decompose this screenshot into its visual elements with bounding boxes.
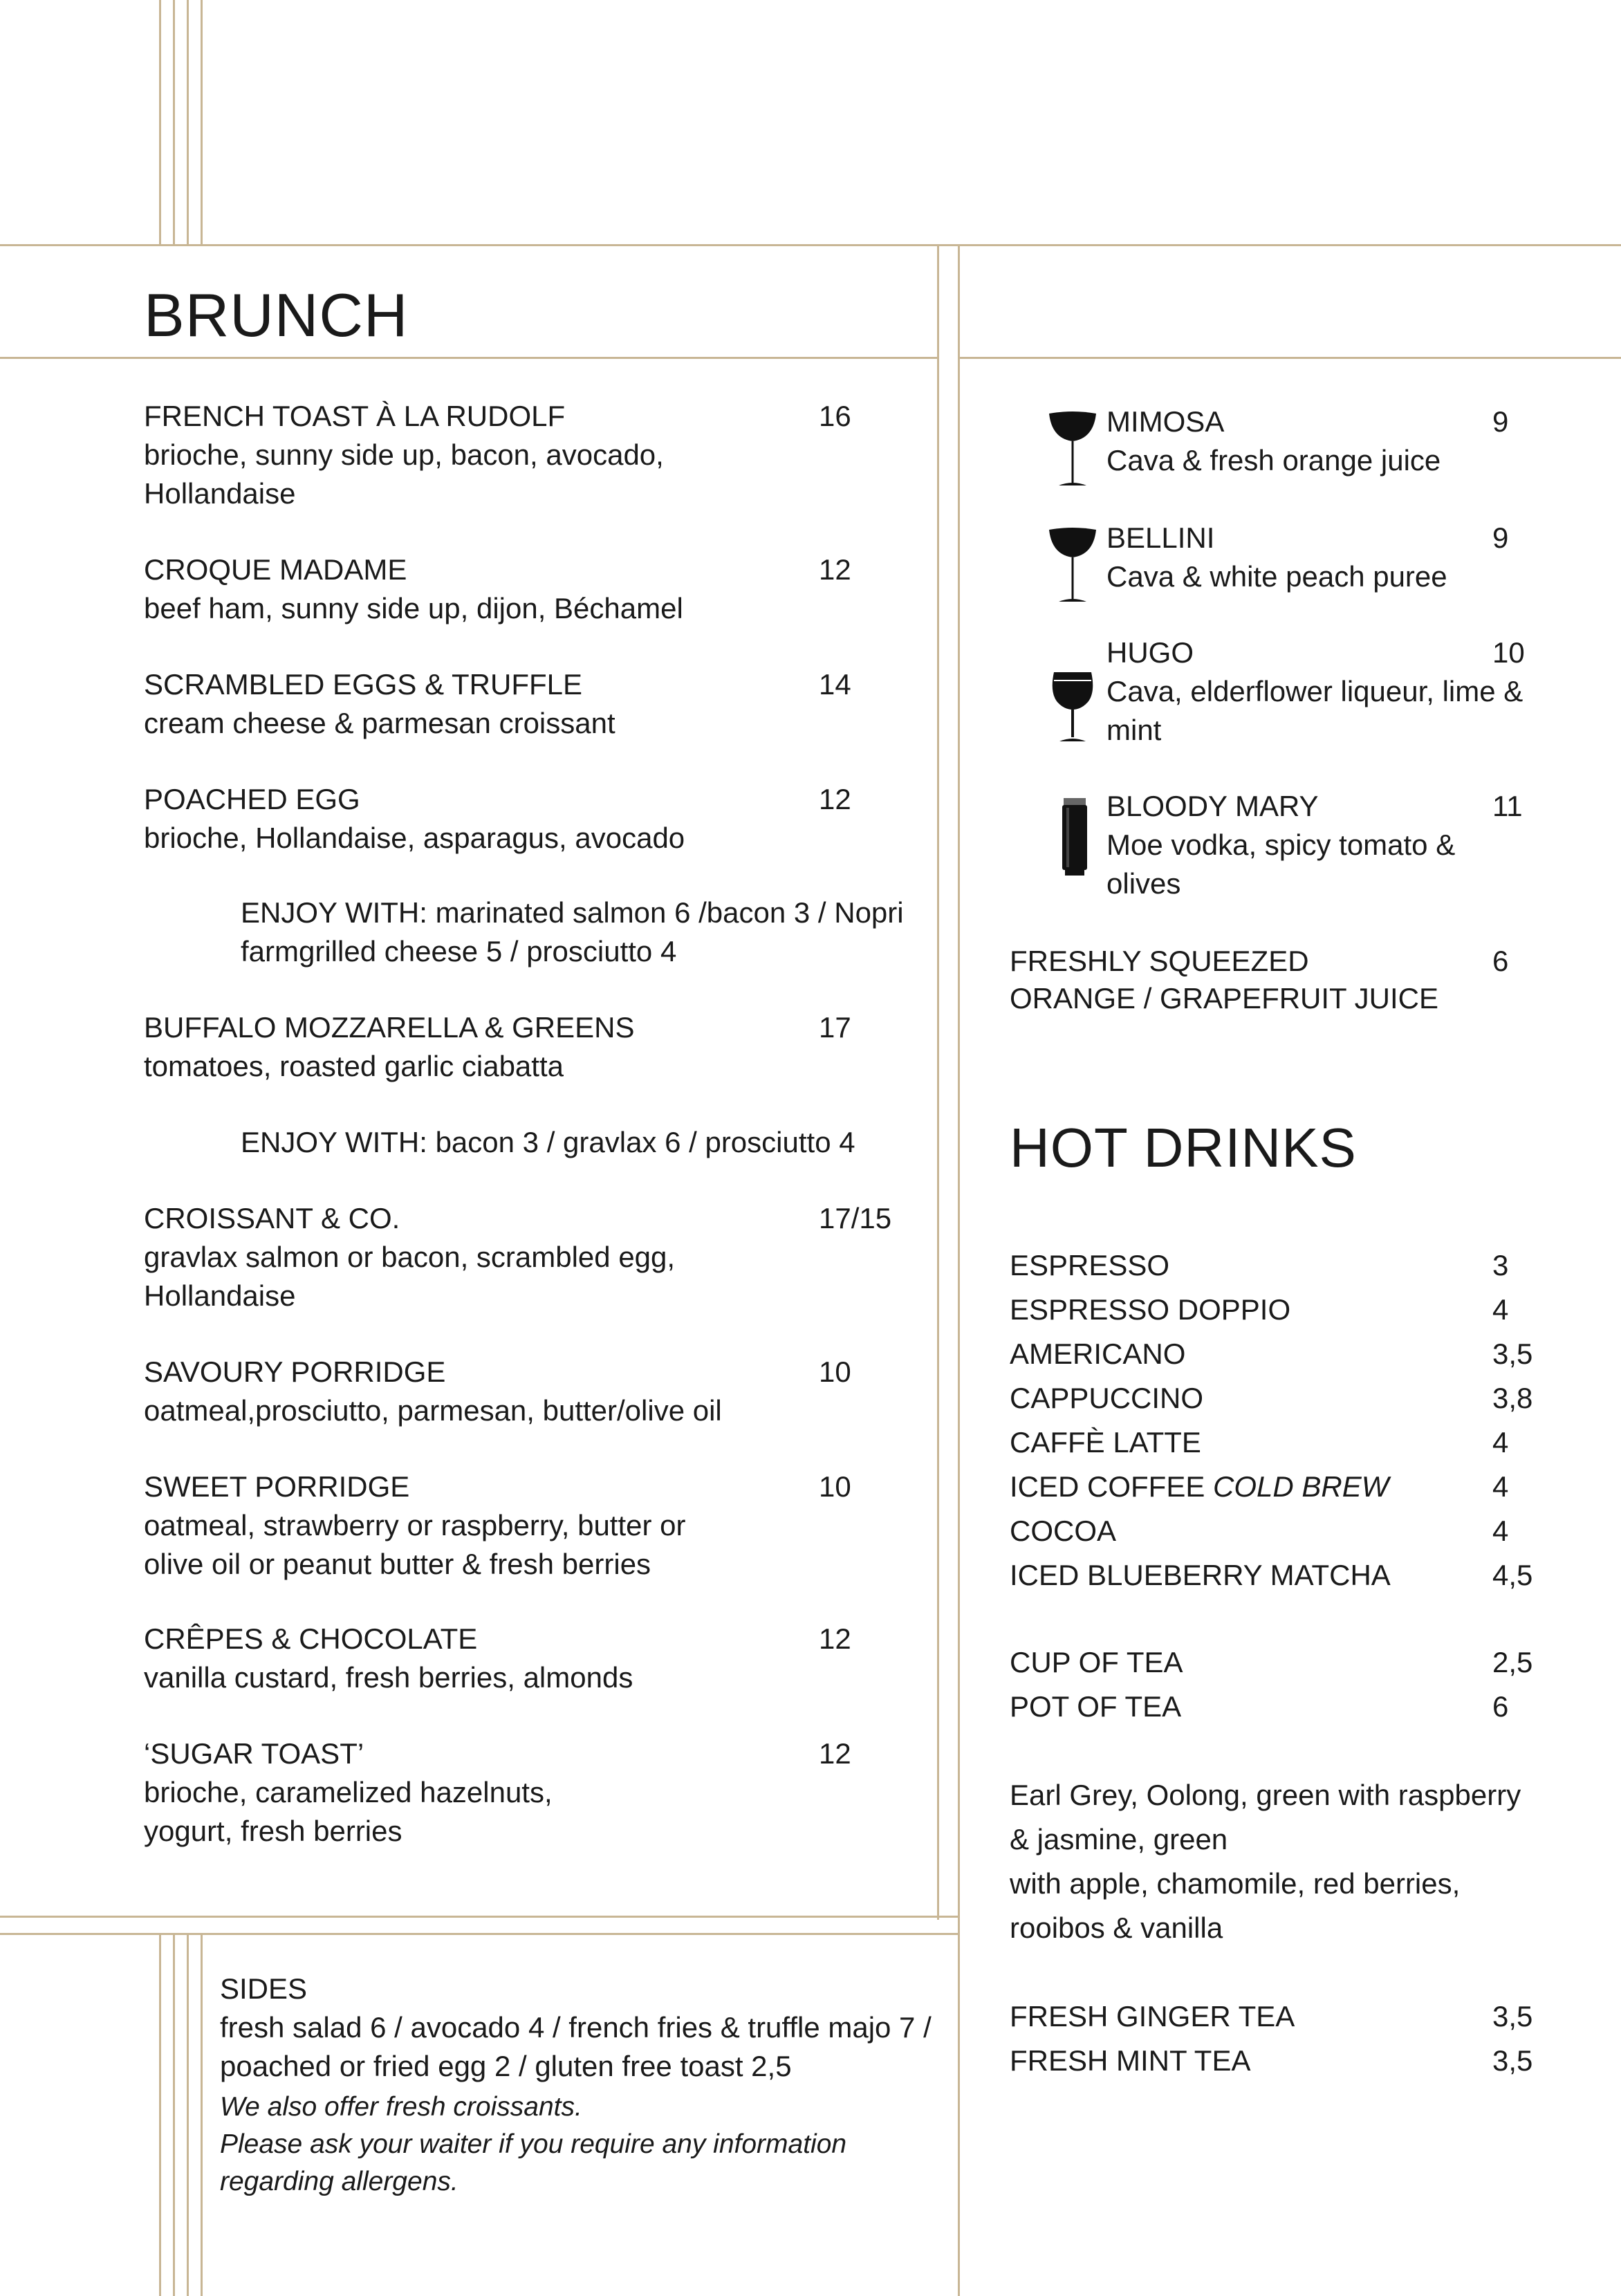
item-name: SCRAMBLED EGGS & TRUFFLE xyxy=(144,668,583,701)
wine-glass-icon xyxy=(1050,671,1095,743)
drink-name: MIMOSA xyxy=(1106,405,1225,438)
hot-drink-name xyxy=(1010,1468,1389,1506)
item-description: tomatoes, roasted garlic ciabatta xyxy=(144,1050,564,1082)
item-name: BUFFALO MOZZARELLA & GREENS xyxy=(144,1011,635,1044)
item-description: brioche, sunny side up, bacon, avocado, xyxy=(144,438,664,471)
item-name: CROQUE MADAME xyxy=(144,553,407,586)
item-name: CROISSANT & CO. xyxy=(144,1202,400,1234)
item-description: Hollandaise xyxy=(144,477,296,510)
frame-line xyxy=(0,244,1621,246)
item-description: oatmeal,prosciutto, parmesan, butter/olive oil xyxy=(144,1394,722,1427)
hot-drink-name: COCOA xyxy=(1010,1515,1117,1547)
drink-description: Cava & fresh orange juice xyxy=(1106,444,1441,476)
fresh-tea-price: 3,5 xyxy=(1492,2044,1533,2077)
hot-drink-name: ESPRESSO xyxy=(1010,1249,1170,1281)
coupe-glass-icon xyxy=(1048,411,1097,488)
item-price: 16 xyxy=(819,400,851,432)
juice-price: 6 xyxy=(1492,945,1509,977)
hot-drink-name-main: ICED COFFEE xyxy=(1010,1470,1214,1503)
hot-drink-price: 3 xyxy=(1492,1249,1509,1281)
item-description: beef ham, sunny side up, dijon, Béchamel xyxy=(144,592,683,624)
item-price: 12 xyxy=(819,1737,851,1770)
item-price: 12 xyxy=(819,553,851,586)
item-price: 12 xyxy=(819,783,851,815)
frame-line xyxy=(173,1933,175,2296)
frame-line xyxy=(201,1933,203,2296)
fresh-tea-price: 3,5 xyxy=(1492,2000,1533,2033)
item-description: vanilla custard, fresh berries, almonds xyxy=(144,1661,633,1694)
frame-line xyxy=(0,1916,958,1918)
hot-drink-name: ESPRESSO DOPPIO xyxy=(1010,1293,1291,1326)
item-name: CRÊPES & CHOCOLATE xyxy=(144,1622,478,1655)
frame-line xyxy=(159,0,161,245)
hot-drink-price: 4 xyxy=(1492,1293,1509,1326)
item-price: 10 xyxy=(819,1355,851,1388)
sides-line: poached or fried egg 2 / gluten free toast 2,5 xyxy=(220,2050,792,2082)
tea-desc-line: & jasmine, green xyxy=(1010,1823,1228,1855)
hot-drink-name: CAPPUCCINO xyxy=(1010,1382,1204,1414)
item-name: SWEET PORRIDGE xyxy=(144,1470,410,1503)
hot-drinks-title: HOT DRINKS xyxy=(1010,1117,1357,1178)
drink-price: 9 xyxy=(1492,521,1509,554)
tea-name: POT OF TEA xyxy=(1010,1690,1182,1723)
drink-description: Cava & white peach puree xyxy=(1106,560,1447,593)
sides-note: Please ask your waiter if you require any information xyxy=(220,2129,847,2159)
drink-name: BELLINI xyxy=(1106,521,1215,554)
item-price: 17/15 xyxy=(819,1202,892,1234)
item-description: gravlax salmon or bacon, scrambled egg, xyxy=(144,1241,676,1273)
hot-drink-price: 4 xyxy=(1492,1426,1509,1459)
sides-line: fresh salad 6 / avocado 4 / french fries & truffle majo 7 / xyxy=(220,2011,932,2044)
item-name: SAVOURY PORRIDGE xyxy=(144,1355,446,1388)
frame-line xyxy=(0,1933,958,1935)
item-name: POACHED EGG xyxy=(144,783,360,815)
sides-note: regarding allergens. xyxy=(220,2167,458,2196)
frame-line xyxy=(0,357,938,359)
hot-drink-name: CAFFÈ LATTE xyxy=(1010,1426,1201,1459)
item-price: 10 xyxy=(819,1470,851,1503)
drink-name: BLOODY MARY xyxy=(1106,790,1319,822)
tea-desc-line: Earl Grey, Oolong, green with raspberry xyxy=(1010,1779,1521,1811)
hot-drink-price: 3,5 xyxy=(1492,1337,1533,1370)
drink-price: 11 xyxy=(1492,790,1523,822)
tea-price: 6 xyxy=(1492,1690,1509,1723)
hot-drink-name: AMERICANO xyxy=(1010,1337,1186,1370)
item-description: oatmeal, strawberry or raspberry, butter or xyxy=(144,1509,686,1542)
frame-line xyxy=(187,1933,189,2296)
hot-drink-name-italic: COLD BREW xyxy=(1213,1470,1389,1503)
coupe-glass-icon xyxy=(1048,527,1097,604)
fresh-tea-name: FRESH MINT TEA xyxy=(1010,2044,1251,2077)
sides-title: SIDES xyxy=(220,1972,308,2005)
frame-line xyxy=(958,357,1621,359)
brunch-title: BRUNCH xyxy=(144,281,409,349)
fresh-tea-name: FRESH GINGER TEA xyxy=(1010,2000,1295,2033)
item-description: Hollandaise xyxy=(144,1279,296,1312)
item-description: cream cheese & parmesan croissant xyxy=(144,707,615,739)
item-description: olive oil or peanut butter & fresh berries xyxy=(144,1548,651,1580)
drink-description: Moe vodka, spicy tomato & xyxy=(1106,828,1456,861)
hot-drink-price: 4 xyxy=(1492,1515,1509,1547)
tea-desc-line: rooibos & vanilla xyxy=(1010,1911,1223,1944)
enjoy-line: farmgrilled cheese 5 / prosciutto 4 xyxy=(241,935,677,968)
tea-price: 2,5 xyxy=(1492,1646,1533,1678)
tea-desc-line: with apple, chamomile, red berries, xyxy=(1010,1867,1461,1900)
item-price: 12 xyxy=(819,1622,851,1655)
frame-line xyxy=(173,0,175,245)
highball-glass-icon xyxy=(1061,797,1089,877)
hot-drink-price: 3,8 xyxy=(1492,1382,1533,1414)
drink-price: 9 xyxy=(1492,405,1509,438)
frame-line xyxy=(958,244,960,2296)
juice-name: ORANGE / GRAPEFRUIT JUICE xyxy=(1010,982,1438,1015)
frame-line xyxy=(937,244,939,1920)
item-description: yogurt, fresh berries xyxy=(144,1815,402,1847)
hot-drink-name: ICED BLUEBERRY MATCHA xyxy=(1010,1559,1391,1591)
item-name: ‘SUGAR TOAST’ xyxy=(144,1737,364,1770)
hot-drink-price: 4,5 xyxy=(1492,1559,1533,1591)
enjoy-line: ENJOY WITH: marinated salmon 6 /bacon 3 / Nopri xyxy=(241,896,904,929)
frame-line xyxy=(159,1933,161,2296)
frame-line xyxy=(187,0,189,245)
juice-name: FRESHLY SQUEEZED xyxy=(1010,945,1309,977)
item-price: 14 xyxy=(819,668,851,701)
hot-drink-price: 4 xyxy=(1492,1470,1509,1503)
sides-note: We also offer fresh croissants. xyxy=(220,2092,582,2122)
item-description: brioche, caramelized hazelnuts, xyxy=(144,1776,553,1808)
drink-description: mint xyxy=(1106,714,1162,746)
tea-name: CUP OF TEA xyxy=(1010,1646,1183,1678)
drink-price: 10 xyxy=(1492,636,1525,669)
drink-description: olives xyxy=(1106,867,1181,900)
enjoy-line: ENJOY WITH: bacon 3 / gravlax 6 / prosciutto 4 xyxy=(241,1126,855,1158)
drink-description: Cava, elderflower liqueur, lime & xyxy=(1106,675,1523,707)
item-price: 17 xyxy=(819,1011,851,1044)
item-description: brioche, Hollandaise, asparagus, avocado xyxy=(144,822,685,854)
frame-line xyxy=(201,0,203,245)
drink-name: HUGO xyxy=(1106,636,1194,669)
item-name: FRENCH TOAST À LA RUDOLF xyxy=(144,400,566,432)
